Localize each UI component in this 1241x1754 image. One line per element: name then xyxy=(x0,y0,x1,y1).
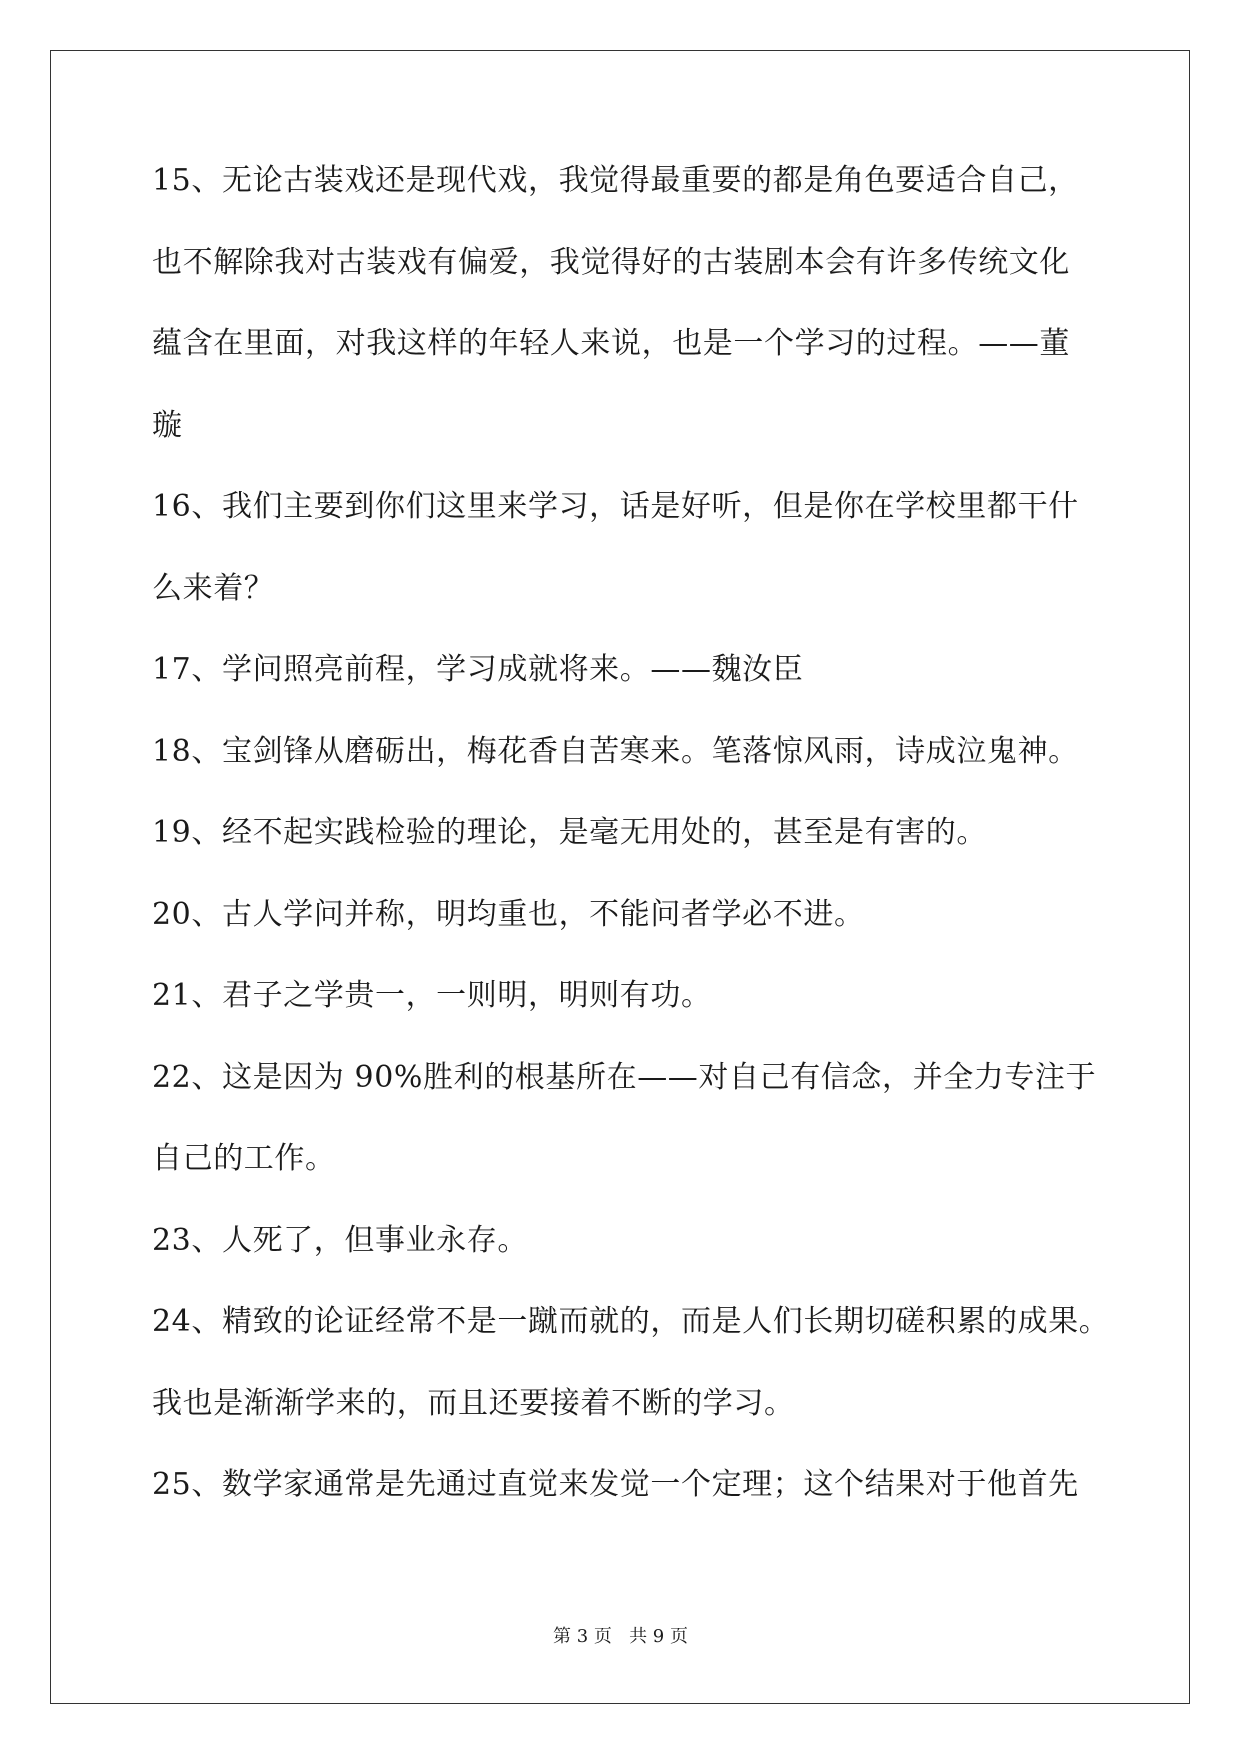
page-footer xyxy=(0,1622,1241,1648)
page-number: 第 3 页 xyxy=(553,1626,612,1647)
text-line: 24、精致的论证经常不是一蹴而就的，而是人们长期切磋积累的成果。 xyxy=(152,1304,1110,1339)
text-line: 21、君子之学贵一，一则明，明则有功。 xyxy=(152,978,712,1013)
text-line: 23、人死了，但事业永存。 xyxy=(152,1222,528,1258)
text-line: 15、无论古装戏还是现代戏，我觉得最重要的都是角色要适合自己， xyxy=(152,163,1079,198)
text-line: 22、这是因为 90%胜利的根基所在——对自己有信念，并全力专注于 xyxy=(152,1059,1097,1095)
text-line: 我也是渐渐学来的，而且还要接着不断的学习。 xyxy=(152,1385,795,1421)
text-line: 20、古人学问并称，明均重也，不能问者学必不进。 xyxy=(152,896,865,932)
text-line: 17、学问照亮前程，学习成就将来。——魏汝臣 xyxy=(152,652,804,687)
page-total: 共 9 页 xyxy=(629,1626,688,1647)
text-line: 自己的工作。 xyxy=(152,1141,336,1176)
text-line: 也不解除我对古装戏有偏爱，我觉得好的古装剧本会有许多传统文化 xyxy=(152,244,1070,280)
text-line: 18、宝剑锋从磨砺出，梅花香自苦寒来。笔落惊风雨，诗成泣鬼神。 xyxy=(152,733,1079,769)
document-body xyxy=(152,163,1112,1552)
text-line: 16、我们主要到你们这里来学习，话是好听，但是你在学校里都干什 xyxy=(152,489,1079,524)
text-line: 蕴含在里面，对我这样的年轻人来说，也是一个学习的过程。——董 xyxy=(152,326,1070,361)
text-line: 么来着？ xyxy=(152,570,275,606)
text-line: 璇 xyxy=(152,407,183,443)
text-line: 25、数学家通常是先通过直觉来发觉一个定理；这个结果对于他首先 xyxy=(152,1467,1079,1502)
text-line: 19、经不起实践检验的理论，是毫无用处的，甚至是有害的。 xyxy=(152,815,987,850)
